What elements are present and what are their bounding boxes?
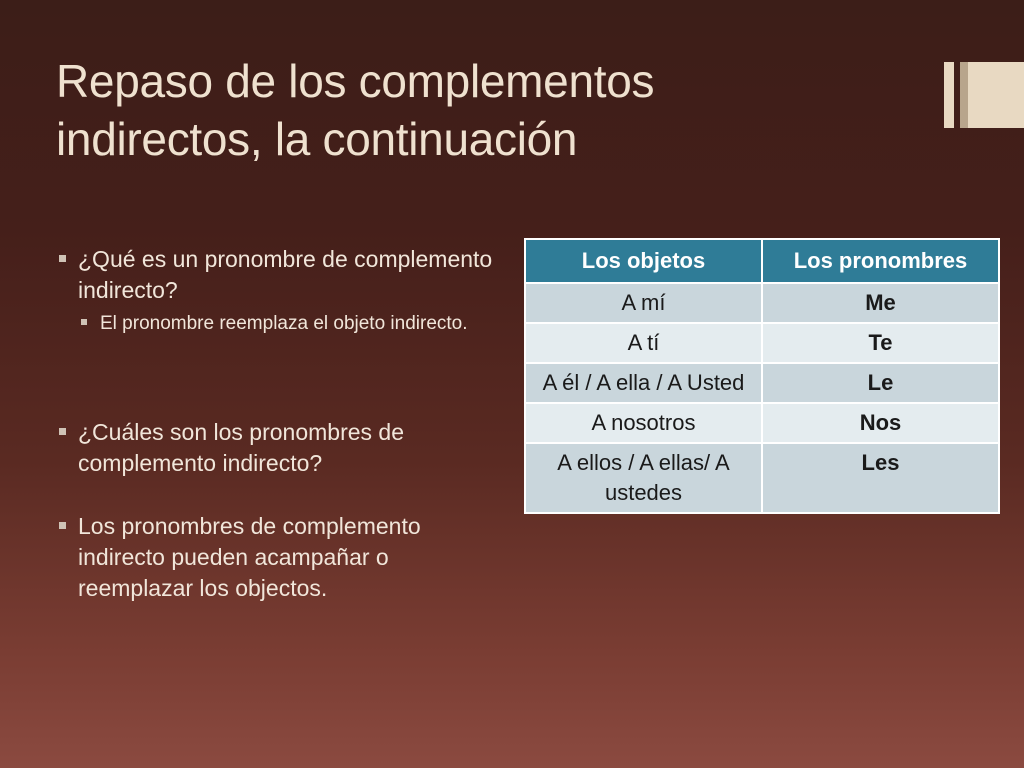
sub-bullet-item [78, 310, 496, 337]
emblem-block-right [960, 62, 1024, 128]
cell-pronombre: Le [762, 363, 999, 403]
sub-bullet-text: El pronombre reemplaza el objeto indirecto. [100, 313, 468, 334]
cell-objeto: A nosotros [525, 403, 762, 443]
cell-objeto: A tí [525, 323, 762, 363]
bullet-list [56, 244, 496, 604]
slide-title-line-1: Repaso de los complementos [56, 55, 655, 107]
bullet-item [56, 511, 496, 604]
sub-bullet-list [78, 310, 496, 337]
table-row [525, 443, 999, 513]
decorative-emblem [944, 62, 1024, 128]
cell-pronombre: Les [762, 443, 999, 513]
table-row [525, 323, 999, 363]
table-row [525, 283, 999, 323]
cell-objeto: A él / A ella / A Usted [525, 363, 762, 403]
cell-pronombre: Nos [762, 403, 999, 443]
slide-title-line-2: indirectos, la continuación [56, 113, 578, 165]
bullet-text: ¿Cuáles son los pronombres de complemento indirecto? [78, 419, 404, 476]
slide-title [56, 52, 916, 168]
cell-objeto: A ellos / A ellas/ A ustedes [525, 443, 762, 513]
pronoun-table-container [524, 238, 1000, 514]
cell-pronombre: Te [762, 323, 999, 363]
bullet-text: ¿Qué es un pronombre de complemento indirecto? [78, 246, 493, 303]
emblem-bar-left [944, 62, 954, 128]
bullet-item [56, 417, 496, 479]
bullet-item [56, 244, 496, 337]
column-header-pronombres: Los pronombres [762, 239, 999, 283]
table-header-row [525, 239, 999, 283]
table-row [525, 363, 999, 403]
column-header-objetos: Los objetos [525, 239, 762, 283]
cell-objeto: A mí [525, 283, 762, 323]
cell-pronombre: Me [762, 283, 999, 323]
bullet-text: Los pronombres de complemento indirecto pueden acampañar o reemplazar los objectos. [78, 513, 421, 601]
table-row [525, 403, 999, 443]
pronoun-table [524, 238, 1000, 514]
